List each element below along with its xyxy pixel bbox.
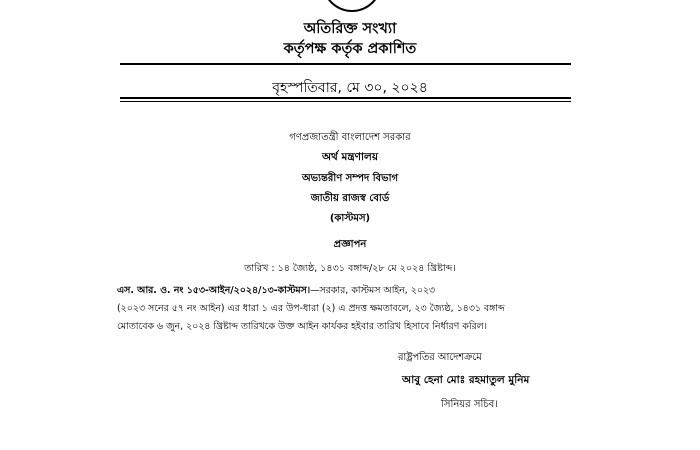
notification-dateline: তারিখ : ১৪ জ্যৈষ্ঠ, ১৪৩১ বঙ্গাব্দ/২৮ মে ২০২৪ খ্রিষ্টাব্দ।	[244, 263, 456, 274]
division-name: অভ্যন্তরীণ সম্পদ বিভাগ	[301, 173, 399, 184]
wing-name: (কাস্টমস)	[329, 213, 371, 224]
board-name: জাতীয় রাজস্ব বোর্ড	[310, 193, 390, 204]
gazette-emblem	[322, 0, 382, 12]
publisher-line: কর্তৃপক্ষ কর্তৃক প্রকাশিত	[283, 41, 417, 57]
notification-body-line2: (২০২৩ সনের ৫৭ নং আইন) এর ধারা ১ এর উপ-ধারা (২) এ প্রদত্ত ক্ষমতাবলে, ২৩ জ্যৈষ্ঠ, ১৪৩১ বঙ্গাব্দ	[117, 303, 505, 314]
header-rule-bottom	[120, 97, 571, 99]
government-name: গণপ্রজাতন্ত্রী বাংলাদেশ সরকার	[289, 132, 411, 143]
sro-reference: এস. আর. ও. নং ১৫৩-আইন/২০২৪/১৩-কাস্টমস।	[117, 285, 311, 296]
body-line1-text: —সরকার, কাস্টমস আইন, ২০২৩	[310, 285, 436, 296]
header-rule-bottom-double	[120, 101, 571, 102]
ministry-name: অর্থ মন্ত্রণালয়	[321, 151, 379, 163]
notification-body-first-line	[117, 282, 587, 300]
signatory-designation: সিনিয়র সচিব।	[441, 399, 498, 410]
presidential-order-line: রাষ্ট্রপতির আদেশক্রমে	[398, 352, 482, 363]
notification-heading: প্রজ্ঞাপন	[333, 239, 367, 250]
signatory-name: আবু হেনা মোঃ রহমাতুল মুনিম	[402, 374, 530, 386]
header-rule-top	[120, 63, 571, 65]
extra-issue-heading: অতিরিক্ত সংখ্যা	[303, 21, 397, 37]
notification-body-line3: মোতাবেক ৬ জুন, ২০২৪ খ্রিষ্টাব্দ তারিখকে উক্ত আইন কার্যকর হইবার তারিখ হিসাবে নির্ধারণ করিল।	[117, 321, 488, 332]
gazette-date: বৃহস্পতিবার, মে ৩০, ২০২৪	[272, 80, 428, 96]
